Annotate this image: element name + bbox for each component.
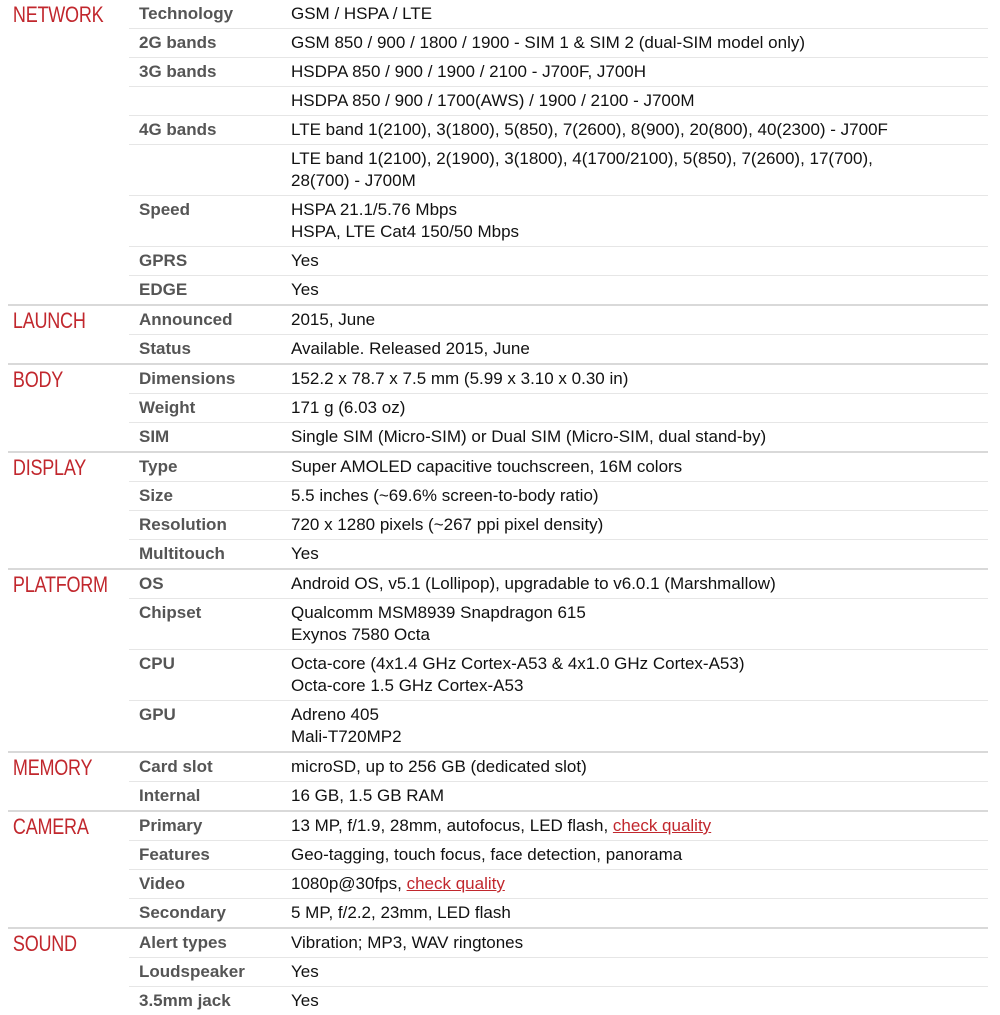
spec-label — [129, 145, 291, 195]
spec-row — [129, 116, 988, 145]
spec-label: Secondary — [139, 903, 226, 922]
spec-value-line — [291, 573, 982, 595]
section-rows — [129, 306, 988, 363]
check-quality-link[interactable]: check quality — [612, 816, 712, 835]
section-rows — [129, 929, 988, 1015]
spec-row — [129, 570, 988, 599]
spec-value-text: Octa-core 1.5 GHz Cortex-A53 — [291, 676, 524, 695]
section-title: SOUND — [12, 931, 77, 956]
spec-row — [129, 394, 988, 423]
spec-value-line — [291, 90, 982, 112]
spec-value — [291, 958, 988, 986]
spec-value-line — [291, 815, 982, 837]
spec-row — [129, 276, 988, 304]
spec-value — [291, 276, 988, 304]
spec-label: Resolution — [139, 515, 227, 534]
section-rows — [129, 453, 988, 568]
section-title: BODY — [12, 367, 64, 392]
spec-value-text: Single SIM (Micro-SIM) or Dual SIM (Micro-SIM, dual stand-by) — [291, 427, 767, 446]
spec-label: 4G bands — [139, 120, 217, 139]
spec-value-line — [291, 170, 982, 192]
spec-value-line — [291, 221, 982, 243]
spec-value-text: Yes — [291, 251, 319, 270]
spec-label: Speed — [139, 200, 191, 219]
spec-value-line — [291, 726, 982, 748]
spec-value-text: 5 MP, f/2.2, 23mm, LED flash — [291, 903, 511, 922]
spec-label: Primary — [139, 816, 203, 835]
spec-value-line — [291, 119, 982, 141]
spec-value-line — [291, 368, 982, 390]
spec-value-line — [291, 148, 982, 170]
spec-label: 3G bands — [139, 62, 217, 81]
spec-value-line — [291, 543, 982, 565]
spec-section-display — [8, 453, 988, 570]
spec-value-text: Vibration; MP3, WAV ringtones — [291, 933, 524, 952]
spec-value — [291, 365, 988, 393]
spec-section-launch — [8, 306, 988, 365]
spec-value — [291, 599, 988, 649]
spec-value — [291, 394, 988, 422]
spec-value — [291, 899, 988, 927]
spec-value-line — [291, 873, 982, 895]
spec-label: Size — [139, 486, 174, 505]
spec-value-text: HSDPA 850 / 900 / 1700(AWS) / 1900 / 2100 - J700M — [291, 91, 695, 110]
spec-label: Dimensions — [139, 369, 236, 388]
spec-value-text: Android OS, v5.1 (Lollipop), upgradable to v6.0.1 (Marshmallow) — [291, 574, 776, 593]
spec-row — [129, 247, 988, 276]
spec-row — [129, 306, 988, 335]
section-rows — [129, 0, 988, 304]
spec-value-text: 28(700) - J700M — [291, 171, 416, 190]
section-title: LAUNCH — [12, 308, 86, 333]
spec-label: Chipset — [139, 603, 202, 622]
spec-label: 3.5mm jack — [139, 991, 231, 1010]
spec-value — [291, 870, 988, 898]
spec-value-text: Qualcomm MSM8939 Snapdragon 615 — [291, 603, 586, 622]
spec-value-line — [291, 756, 982, 778]
spec-value — [291, 929, 988, 957]
spec-value-text: 2015, June — [291, 310, 376, 329]
spec-value-text: Super AMOLED capacitive touchscreen, 16M colors — [291, 457, 683, 476]
spec-row — [129, 29, 988, 58]
spec-row — [129, 335, 988, 363]
spec-section-camera — [8, 812, 988, 929]
spec-value-line — [291, 250, 982, 272]
spec-value-line — [291, 902, 982, 924]
spec-section-sound — [8, 929, 988, 1015]
spec-value-text: Yes — [291, 544, 319, 563]
spec-label: Weight — [139, 398, 196, 417]
section-title: CAMERA — [12, 814, 89, 839]
spec-value-line — [291, 3, 982, 25]
spec-value-line — [291, 844, 982, 866]
spec-row — [129, 650, 988, 701]
spec-label: GPU — [139, 705, 176, 724]
spec-row — [129, 782, 988, 810]
spec-value-text: Yes — [291, 962, 319, 981]
spec-value-line — [291, 785, 982, 807]
spec-value — [291, 482, 988, 510]
spec-value-text: 16 GB, 1.5 GB RAM — [291, 786, 445, 805]
spec-value-line — [291, 279, 982, 301]
section-rows — [129, 753, 988, 810]
spec-value-text: Adreno 405 — [291, 705, 379, 724]
spec-row — [129, 196, 988, 247]
spec-label — [129, 87, 291, 115]
spec-value-line — [291, 990, 982, 1012]
spec-row — [129, 58, 988, 87]
spec-value-line — [291, 32, 982, 54]
spec-value — [291, 453, 988, 481]
spec-label: GPRS — [139, 251, 188, 270]
spec-label: 2G bands — [139, 33, 217, 52]
spec-value-line — [291, 704, 982, 726]
spec-label: Features — [139, 845, 210, 864]
spec-label: Multitouch — [139, 544, 225, 563]
spec-value — [291, 812, 988, 840]
spec-value-text: Available. Released 2015, June — [291, 339, 530, 358]
spec-value-text: microSD, up to 256 GB (dedicated slot) — [291, 757, 587, 776]
spec-row — [129, 0, 988, 29]
spec-value-text: LTE band 1(2100), 3(1800), 5(850), 7(2600), 8(900), 20(800), 40(2300) - J700F — [291, 120, 888, 139]
spec-value — [291, 782, 988, 810]
spec-value — [291, 423, 988, 451]
spec-value — [291, 247, 988, 275]
spec-row — [129, 870, 988, 899]
spec-value-line — [291, 624, 982, 646]
section-title: DISPLAY — [12, 455, 87, 480]
check-quality-link[interactable]: check quality — [406, 874, 505, 893]
spec-label: Internal — [139, 786, 201, 805]
spec-value-text: LTE band 1(2100), 2(1900), 3(1800), 4(1700/2100), 5(850), 7(2600), 17(700), — [291, 149, 873, 168]
spec-value — [291, 58, 988, 86]
section-rows — [129, 365, 988, 451]
spec-value-text: Geo-tagging, touch focus, face detection, panorama — [291, 845, 683, 864]
spec-label: SIM — [139, 427, 170, 446]
spec-value-line — [291, 602, 982, 624]
section-title: PLATFORM — [12, 572, 108, 597]
spec-value-line — [291, 397, 982, 419]
spec-value-line — [291, 932, 982, 954]
spec-row — [129, 812, 988, 841]
spec-value-line — [291, 61, 982, 83]
spec-value-line — [291, 514, 982, 536]
spec-value — [291, 145, 988, 195]
spec-section-platform — [8, 570, 988, 753]
spec-value-line — [291, 485, 982, 507]
spec-row — [129, 701, 988, 751]
spec-value-line — [291, 199, 982, 221]
spec-label: Status — [139, 339, 191, 358]
spec-section-body — [8, 365, 988, 453]
spec-value-text: Yes — [291, 991, 319, 1010]
spec-value — [291, 701, 988, 751]
spec-value-text: Mali-T720MP2 — [291, 727, 402, 746]
spec-value — [291, 570, 988, 598]
spec-value-text: 5.5 inches (~69.6% screen-to-body ratio) — [291, 486, 599, 505]
spec-row — [129, 841, 988, 870]
spec-row — [129, 511, 988, 540]
spec-label: EDGE — [139, 280, 188, 299]
spec-value — [291, 196, 988, 246]
spec-label: CPU — [139, 654, 175, 673]
spec-value-text: 1080p@30fps, — [291, 874, 407, 893]
spec-value-text: GSM / HSPA / LTE — [291, 4, 433, 23]
spec-value-text: 171 g (6.03 oz) — [291, 398, 406, 417]
spec-sheet — [8, 0, 988, 1015]
spec-value — [291, 650, 988, 700]
spec-section-network — [8, 0, 988, 306]
spec-value-text: Octa-core (4x1.4 GHz Cortex-A53 & 4x1.0 GHz Cortex-A53) — [291, 654, 745, 673]
spec-label: OS — [139, 574, 164, 593]
spec-row — [129, 482, 988, 511]
spec-value-text: HSDPA 850 / 900 / 1900 / 2100 - J700F, J700H — [291, 62, 647, 81]
spec-value — [291, 29, 988, 57]
spec-value-text: GSM 850 / 900 / 1800 / 1900 - SIM 1 & SIM 2 (dual-SIM model only) — [291, 33, 806, 52]
spec-row — [129, 145, 988, 196]
spec-row — [129, 929, 988, 958]
spec-label: Technology — [139, 4, 234, 23]
spec-value-text: Yes — [291, 280, 319, 299]
spec-value — [291, 753, 988, 781]
spec-value-line — [291, 675, 982, 697]
spec-value-line — [291, 426, 982, 448]
spec-row — [129, 453, 988, 482]
spec-section-memory — [8, 753, 988, 812]
spec-label: Alert types — [139, 933, 227, 952]
spec-value-text: HSPA 21.1/5.76 Mbps — [291, 200, 458, 219]
section-rows — [129, 812, 988, 927]
spec-value-text: Exynos 7580 Octa — [291, 625, 430, 644]
spec-value-text: HSPA, LTE Cat4 150/50 Mbps — [291, 222, 520, 241]
spec-label: Card slot — [139, 757, 213, 776]
spec-row — [129, 987, 988, 1015]
spec-label: Video — [139, 874, 185, 893]
spec-row — [129, 599, 988, 650]
spec-label: Announced — [139, 310, 233, 329]
spec-row — [129, 899, 988, 927]
spec-row — [129, 87, 988, 116]
spec-row — [129, 753, 988, 782]
spec-value-line — [291, 338, 982, 360]
spec-value-line — [291, 961, 982, 983]
spec-value — [291, 540, 988, 568]
spec-row — [129, 365, 988, 394]
section-title: MEMORY — [12, 755, 93, 780]
spec-value-line — [291, 653, 982, 675]
spec-value — [291, 0, 988, 28]
spec-value-text: 720 x 1280 pixels (~267 ppi pixel density) — [291, 515, 604, 534]
spec-row — [129, 423, 988, 451]
section-rows — [129, 570, 988, 751]
spec-value — [291, 987, 988, 1015]
spec-value — [291, 116, 988, 144]
spec-value — [291, 841, 988, 869]
section-title: NETWORK — [12, 2, 104, 27]
spec-label: Loudspeaker — [139, 962, 245, 981]
spec-value-text: 13 MP, f/1.9, 28mm, autofocus, LED flash, — [291, 816, 613, 835]
spec-value — [291, 511, 988, 539]
spec-value — [291, 335, 988, 363]
spec-label: Type — [139, 457, 178, 476]
spec-row — [129, 540, 988, 568]
spec-value-text: 152.2 x 78.7 x 7.5 mm (5.99 x 3.10 x 0.30 in) — [291, 369, 629, 388]
spec-value-line — [291, 309, 982, 331]
spec-value — [291, 306, 988, 334]
spec-row — [129, 958, 988, 987]
spec-value-line — [291, 456, 982, 478]
spec-value — [291, 87, 988, 115]
